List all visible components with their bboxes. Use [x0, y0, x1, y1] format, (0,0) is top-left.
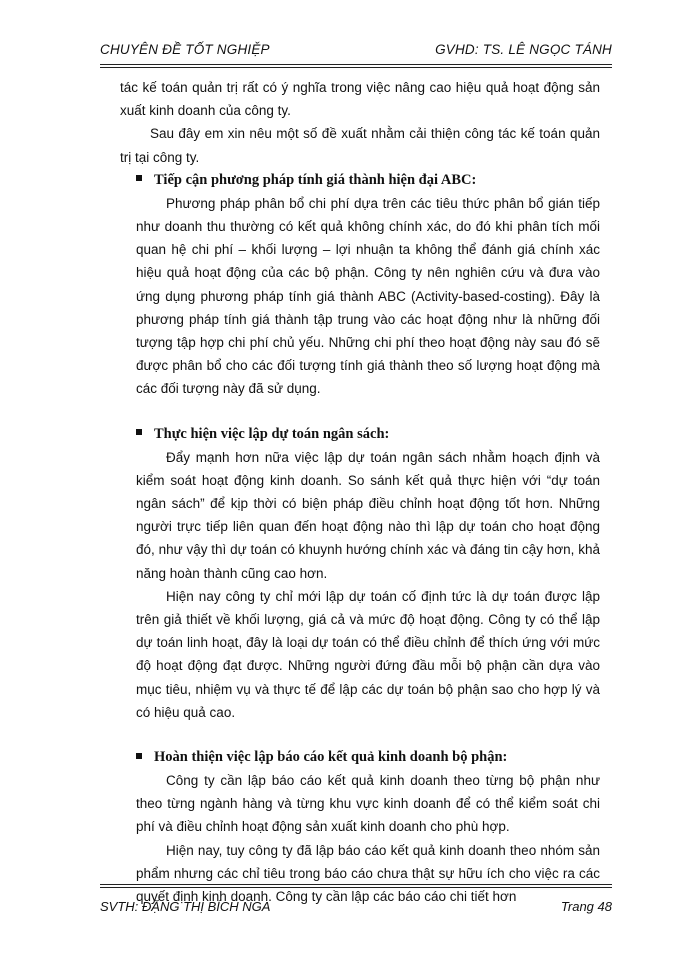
footer-student-name: SVTH: ĐẶNG THỊ BÍCH NGA	[100, 899, 271, 914]
section-heading-text: Tiếp cận phương pháp tính giá thành hiện đại ABC:	[154, 171, 477, 188]
footer-rule	[100, 887, 612, 888]
square-bullet-icon	[136, 175, 142, 181]
paragraph: Đẩy mạnh hơn nữa việc lập dự toán ngân sách nhằm hoạch định và kiểm soát hoạt động kinh doanh. So sánh kết quả thực hiện với “dự toán ngân sách” để kịp thời có biện pháp điều chỉnh hoạt động tốt hơn. Những người trực tiếp liên quan đến hoạt động nào thì lập dự toán cho hoạt động đó, như vậy thì dự toán có khuynh hướng chính xác và đáng tin cậy hơn, khả năng hoàn thành cũng cao hơn.	[136, 449, 600, 581]
section-heading-abc	[120, 169, 600, 192]
page-footer	[100, 893, 612, 917]
section-heading-segment-report	[120, 746, 600, 769]
footer-rule-thin	[100, 884, 612, 885]
footer-page-number: Trang 48	[560, 899, 612, 914]
section-heading-budget	[120, 423, 600, 446]
paragraph: Hiện nay công ty chỉ mới lập dự toán cố định tức là dự toán được lập trên giả thiết về khối lượng, giá cả và mức độ hoạt động. Công ty có thể lập dự toán linh hoạt, đây là loại dự toán có thể điều chỉnh để thích ứng với mức độ hoạt động đạt được. Những người đứng đầu mỗi bộ phận cần dựa vào mục tiêu, nhiệm vụ và thực tế để lập các dự toán bộ phận sao cho hợp lý và có hiệu quả cao.	[136, 588, 600, 720]
header-rule-thin	[100, 67, 612, 68]
square-bullet-icon	[136, 753, 142, 759]
paragraph: Phương pháp phân bổ chi phí dựa trên các tiêu thức phân bổ gián tiếp như doanh thu thường có kết quả không chính xác, do đó khi phân tích mối quan hệ chi phí – khối lượng – lợi nhuận ta không thể đánh giá chính xác hiệu quả hoạt động của các bộ phận. Công ty nên nghiên cứu và đưa vào ứng dụng phương pháp tính giá thành ABC (Activity-based-costing). Đây là phương pháp tính giá thành tập trung vào các hoạt động như là những đối tượng tập hợp chi phí chủ yếu. Những chi phí theo hoạt động này sau đó sẽ được phân bổ cho các đối tượng tính giá thành theo số lượng hoạt động mà các đối tượng này đã sử dụng.	[136, 195, 600, 397]
paragraph: Hiện nay, tuy công ty đã lập báo cáo kết quả kinh doanh theo nhóm sản phẩm nhưng các chỉ tiêu trong báo cáo chưa thật sự hữu ích cho việc ra các quyết định kinh doanh. Công ty cần lập các báo cáo chi tiết hơn	[136, 842, 600, 905]
section-heading-text: Thực hiện việc lập dự toán ngân sách:	[154, 425, 390, 442]
section-body-budget	[120, 446, 600, 724]
square-bullet-icon	[136, 429, 142, 435]
intro-paragraph-2: Sau đây em xin nêu một số đề xuất nhằm cải thiện công tác kế toán quản trị tại công ty.	[120, 126, 600, 165]
page-header	[100, 38, 612, 62]
section-heading-text: Hoàn thiện việc lập báo cáo kết quả kinh doanh bộ phận:	[154, 749, 508, 766]
header-supervisor: GVHD: TS. LÊ NGỌC TÁNH	[435, 42, 612, 57]
paragraph: Công ty cần lập báo cáo kết quả kinh doanh theo từng bộ phận như theo từng ngành hàng và từng khu vực kinh doanh để có thể kiểm soát chi phí và điều chỉnh hoạt động sản xuất kinh doanh cho phù hợp.	[136, 773, 600, 835]
header-thesis-title: CHUYÊN ĐỀ TỐT NGHIỆP	[100, 42, 270, 57]
header-rule	[100, 64, 612, 65]
section-body-abc	[120, 192, 600, 401]
page-body	[120, 76, 600, 908]
intro-paragraph-1: tác kế toán quản trị rất có ý nghĩa trong việc nâng cao hiệu quả hoạt động sản xuất kinh doanh của công ty.	[120, 80, 600, 119]
